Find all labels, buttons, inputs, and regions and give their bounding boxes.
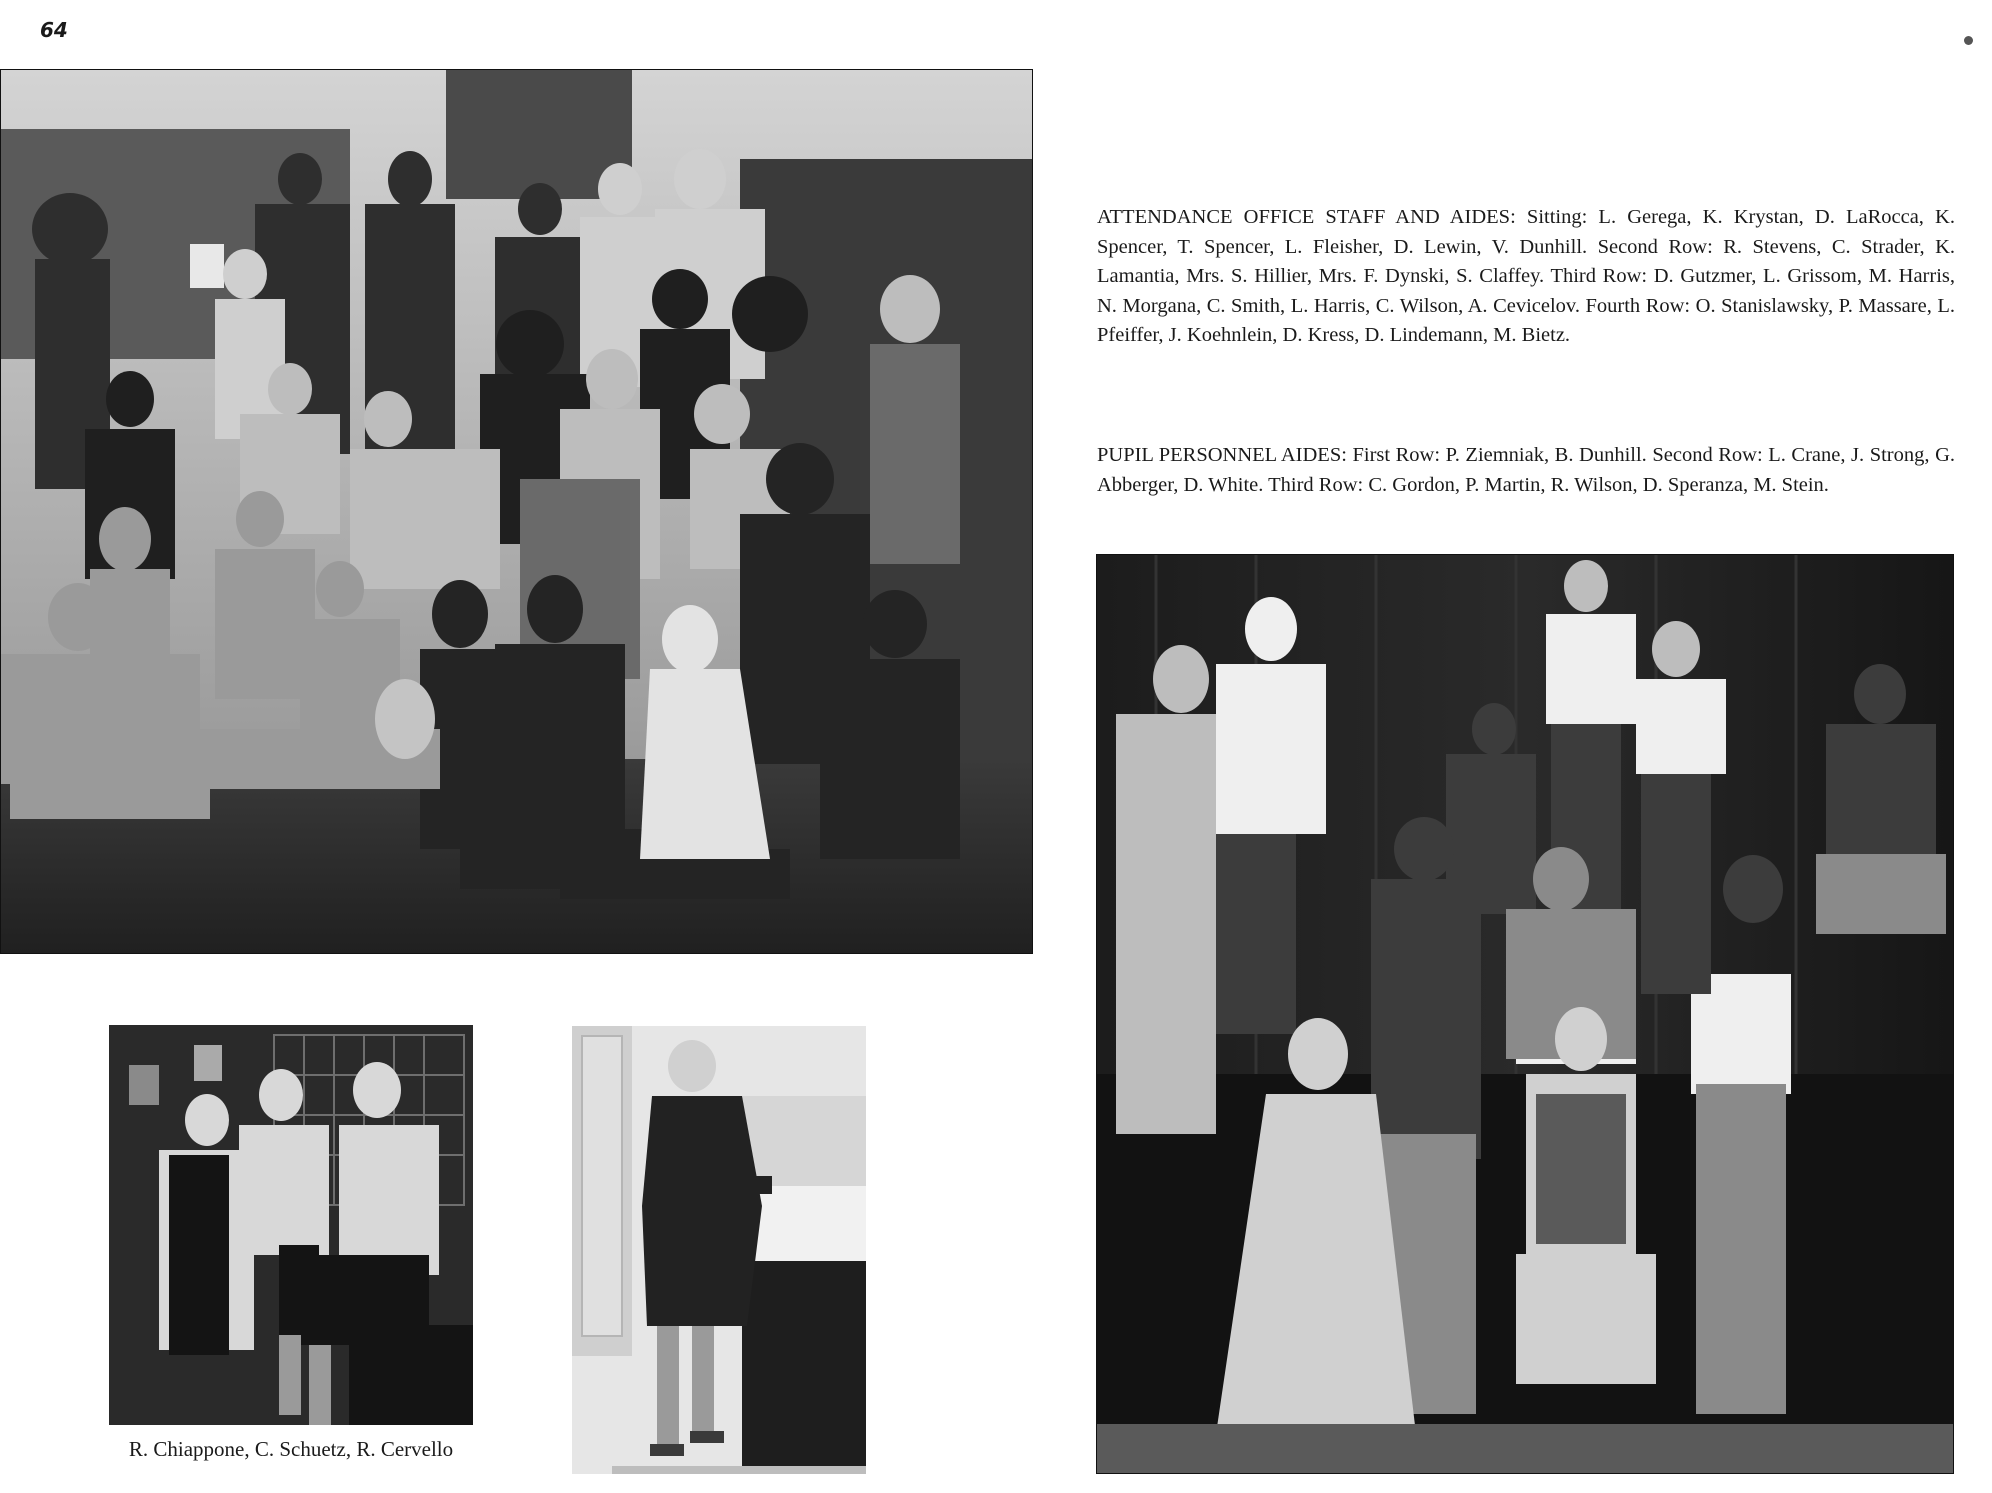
- page-number: 64: [40, 18, 68, 42]
- attendance-caption: ATTENDANCE OFFICE STAFF AND AIDES: Sitting: L. Gerega, K. Krystan, D. LaRocca, K. Spencer, T. Spencer, L. Fleisher, D. Lewin, V. Dunhill. Second Row: R. Stevens, C. Strader, K. Lamantia, Mrs. S. Hillier, Mrs. F. Dynski, S. Claffey. Third Row: D. Gutzmer, L. Grissom, M. Harris, N. Morgana, C. Smith, L. Harris, C. Wilson, A. Cevicelov. Fourth Row: O. Stanislawsky, P. Massare, L. Pfeiffer, J. Koehnlein, D. Kress, D. Lindemann, M. Bietz.: [1097, 206, 1955, 346]
- pupil-personnel-caption: PUPIL PERSONNEL AIDES: First Row: P. Ziemniak, B. Dunhill. Second Row: L. Crane, J. Strong, G. Abberger, D. White. Third Row: C. Gordon, P. Martin, R. Wilson, D. Speranza, M. Stein.: [1097, 444, 1955, 496]
- pupil-personnel-group-photo: [1096, 554, 1954, 1474]
- trio-photo-caption: R. Chiappone, C. Schuetz, R. Cervello: [128, 1437, 454, 1461]
- counter-photo: [572, 1026, 866, 1474]
- trio-photo: [109, 1025, 473, 1425]
- attendance-group-photo: [0, 69, 1033, 954]
- print-speck: [1964, 36, 1973, 45]
